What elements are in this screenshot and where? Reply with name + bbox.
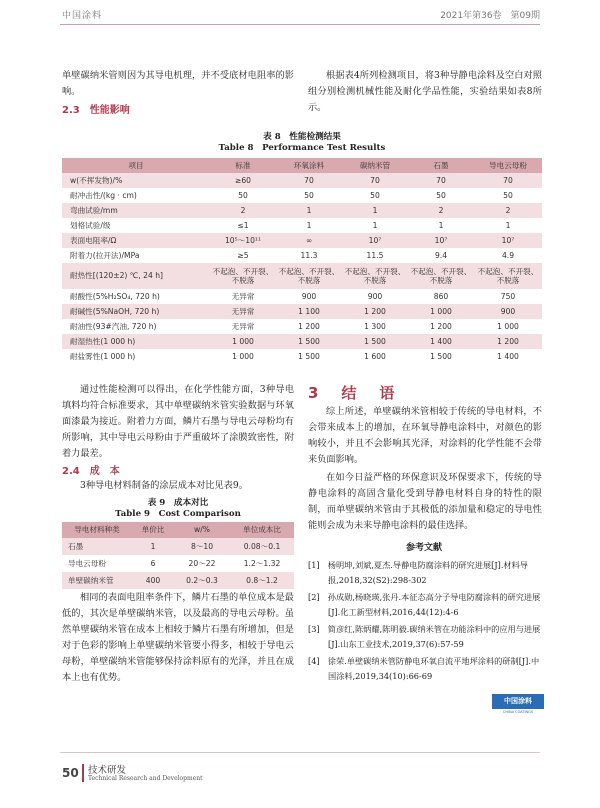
cost-intro-paragraph: 3种导电材料制备的涂层成本对比见表9。 bbox=[80, 480, 248, 491]
table-cell: 1 500 bbox=[276, 349, 342, 364]
table-cell: 10⁷ bbox=[474, 233, 542, 248]
table9-caption-en: Table 9 Cost Comparison bbox=[115, 509, 241, 519]
table-cell: 750 bbox=[474, 289, 542, 304]
table-cell: 1 000 bbox=[474, 319, 542, 334]
table-cell: 划格试验/级 bbox=[62, 218, 210, 233]
table-cell: ≥60 bbox=[210, 173, 276, 188]
table-cell: 1 400 bbox=[408, 334, 474, 349]
table-cell: 50 bbox=[276, 188, 342, 203]
reference-item: [4] 徐荣.单壁碳纳米管防静电环氧自流平地坪涂料的研制[J].中国涂料,2019,34(10):66-69 bbox=[308, 656, 540, 681]
table8-caption-en: Table 8 Performance Test Results bbox=[218, 143, 386, 153]
table-cell: 2 bbox=[408, 203, 474, 218]
table-cell: 50 bbox=[408, 188, 474, 203]
cost-table bbox=[62, 522, 294, 589]
table-cell: ≤1 bbox=[210, 218, 276, 233]
table-header: w/% bbox=[174, 522, 230, 538]
table-cell: 不起泡、不开裂、不脱落 bbox=[342, 263, 408, 289]
table-cell: 11.3 bbox=[276, 248, 342, 263]
table-row bbox=[62, 334, 542, 349]
table-cell: 不起泡、不开裂、不脱落 bbox=[408, 263, 474, 289]
table-cell: 70 bbox=[408, 173, 474, 188]
table-cell: 50 bbox=[474, 188, 542, 203]
table-cell: w(不挥发物)/% bbox=[62, 173, 210, 188]
table-row bbox=[62, 349, 542, 364]
table-cell: 4.9 bbox=[474, 248, 542, 263]
reference-item: [2] 孙成勋,杨晓瑛,张丹.本征态高分子导电防腐涂料的研究进展[J].化工新型材料,2016,44(12):4-6 bbox=[308, 592, 541, 617]
table-cell: 表面电阻率/Ω bbox=[62, 233, 210, 248]
table-header: 单位成本比 bbox=[230, 522, 294, 538]
header-divider bbox=[60, 24, 540, 25]
table-cell: 耐冲击性/(kg · cm) bbox=[62, 188, 210, 203]
table-row bbox=[62, 289, 542, 304]
conclusion-paragraph-1: 综上所述，单壁碳纳米管相较于传统的导电材料，不会带来成本上的增加，在环氧导静电涂料中，对颜色的影响较小，并且不会影响其光泽，对涂料的化学性能不会带来负面影响。 bbox=[308, 406, 542, 465]
table-cell: 1 000 bbox=[210, 349, 276, 364]
table-cell: 10⁷ bbox=[408, 233, 474, 248]
table-cell: 11.5 bbox=[342, 248, 408, 263]
table9-caption-cn: 表 9 成本对比 bbox=[147, 498, 209, 508]
table-cell: 10⁷ bbox=[342, 233, 408, 248]
table-cell: 900 bbox=[276, 289, 342, 304]
table-cell: 耐碱性(5%NaOH, 720 h) bbox=[62, 304, 210, 319]
table-cell: 附着力(拉开法)/MPa bbox=[62, 248, 210, 263]
table-cell: 1 200 bbox=[342, 304, 408, 319]
table-cell: 1 300 bbox=[342, 319, 408, 334]
table-row bbox=[62, 203, 542, 218]
table-header: 单价比 bbox=[132, 522, 174, 538]
table-row bbox=[62, 248, 542, 263]
table-cell: 耐油性(93#汽油, 720 h) bbox=[62, 319, 210, 334]
logo-main-text: 中国涂料 bbox=[492, 694, 544, 709]
table-cell: 1 500 bbox=[408, 349, 474, 364]
table-cell: 1 bbox=[276, 203, 342, 218]
journal-name: 中国涂料 bbox=[62, 11, 103, 21]
conclusion-paragraph-2: 在如今日益严格的环保意识及环保要求下，传统的导静电涂料的高固含量化受到导静电材料自身的特性的限制，而单壁碳纳米管由于其极低的添加量和稳定的导电性能则会成为未来导静电涂料的最佳选择。 bbox=[308, 472, 542, 531]
table-cell: 无异常 bbox=[210, 319, 276, 334]
table-row bbox=[62, 304, 542, 319]
table-row bbox=[62, 538, 294, 555]
table9-caption bbox=[62, 498, 294, 520]
table-cell: 0.8～1.2 bbox=[230, 572, 294, 589]
table-header: 石墨 bbox=[408, 158, 474, 173]
table-cell: 860 bbox=[408, 289, 474, 304]
section-3-heading: 3 结 语 bbox=[308, 384, 399, 402]
table-cell: 耐酸性(5%H₂SO₄, 720 h) bbox=[62, 289, 210, 304]
table-row bbox=[62, 263, 542, 289]
table-row bbox=[62, 319, 542, 334]
table-header: 标准 bbox=[210, 158, 276, 173]
cost-analysis-paragraph: 相同的表面电阻率条件下，鳞片石墨的单位成本是最低的，其次是单壁碳纳米管，以及最高的导电云母粉。虽然单壁碳纳米管在成本上相较于鳞片石墨有所增加，但是对于色彩的影响上单壁碳纳米管要小得多，相较于导电云母粉，单壁碳纳米管能够保持涂料原有的光泽，并且在成本上也有优势。 bbox=[62, 592, 294, 683]
table-cell: 无异常 bbox=[210, 289, 276, 304]
table-cell: 1 200 bbox=[408, 319, 474, 334]
table-row bbox=[62, 555, 294, 572]
table-cell: 1 600 bbox=[342, 349, 408, 364]
table-cell: 1 bbox=[132, 538, 174, 555]
logo-sub-text: CHINA COATINGS bbox=[502, 710, 534, 714]
table-cell: 耐盐雾性(1 000 h) bbox=[62, 349, 210, 364]
intro-left-paragraph: 单壁碳纳米管则因为其导电机理，并不受底材电阻率的影响。 bbox=[62, 70, 294, 97]
table-header: 碳纳米管 bbox=[342, 158, 408, 173]
table-cell: ≥5 bbox=[210, 248, 276, 263]
table-cell: 50 bbox=[342, 188, 408, 203]
table-cell: 900 bbox=[474, 304, 542, 319]
table-cell: 不起泡、不开裂、不脱落 bbox=[276, 263, 342, 289]
footer-accent-bar bbox=[82, 764, 84, 782]
table-cell: 1 500 bbox=[276, 334, 342, 349]
table-cell: 1 500 bbox=[342, 334, 408, 349]
table-cell: 70 bbox=[474, 173, 542, 188]
table-cell: 1 200 bbox=[474, 334, 542, 349]
table-cell: 不起泡、不开裂、不脱落 bbox=[210, 263, 276, 289]
table-cell: 400 bbox=[132, 572, 174, 589]
table-cell: 无异常 bbox=[210, 304, 276, 319]
table-cell: 1.2～1.32 bbox=[230, 555, 294, 572]
table-header: 环氧涂料 bbox=[276, 158, 342, 173]
footer-section-cn: 技术研发 bbox=[88, 765, 127, 776]
table-cell: 耐湿热性(1 000 h) bbox=[62, 334, 210, 349]
table-cell: 1 400 bbox=[474, 349, 542, 364]
table-cell: 不起泡、不开裂、不脱落 bbox=[474, 263, 542, 289]
table-cell: 弯曲试验/mm bbox=[62, 203, 210, 218]
table-header: 项目 bbox=[62, 158, 210, 173]
table-cell: 1 bbox=[342, 203, 408, 218]
table-row bbox=[62, 188, 542, 203]
intro-right-paragraph: 根据表4所列检测项目，将3种导静电涂料及空白对照组分别检测机械性能及耐化学品性能，实验结果如表8所示。 bbox=[308, 70, 542, 113]
table-cell: 1 bbox=[474, 218, 542, 233]
table-cell: 70 bbox=[276, 173, 342, 188]
table-cell: 石墨 bbox=[62, 538, 132, 555]
section-2-3-heading: 2.3 性能影响 bbox=[62, 105, 130, 116]
table-row bbox=[62, 572, 294, 589]
footer-section-en: Technical Research and Development bbox=[88, 775, 203, 782]
table-header: 导电云母粉 bbox=[474, 158, 542, 173]
table-cell: 10⁵～10¹¹ bbox=[210, 233, 276, 248]
table8-caption bbox=[62, 132, 542, 154]
table-cell: 1 200 bbox=[276, 319, 342, 334]
table8-caption-cn: 表 8 性能检测结果 bbox=[263, 132, 341, 142]
table-cell: 1 000 bbox=[408, 304, 474, 319]
table-header: 导电材料种类 bbox=[62, 522, 132, 538]
table-cell: 1 000 bbox=[210, 334, 276, 349]
table-row bbox=[62, 173, 542, 188]
performance-summary-paragraph: 通过性能检测可以得出，在化学性能方面，3种导电填料均符合标准要求，其中单壁碳纳米管实验数据与环氧面漆最为接近。附着力方面，鳞片石墨与导电云母粉均有所影响，其中导电云母粉由于严重破坏了涂膜致密性，附着力最差。 bbox=[62, 384, 294, 459]
page-number: 50 bbox=[62, 766, 79, 780]
table-cell: ∞ bbox=[276, 233, 342, 248]
table-cell: 耐热性[(120±2) ℃, 24 h] bbox=[62, 263, 210, 289]
performance-table bbox=[62, 158, 542, 364]
reference-item: [1] 杨明坤,刘斌,夏杰.导静电防腐涂料的研究进展[J].材料导报,2018,32(S2):298-302 bbox=[308, 560, 528, 585]
references-title: 参考文献 bbox=[405, 543, 442, 553]
reference-item: [3] 简彦红,陈炳耀,陈明毅.碳纳米管在功能涂料中的应用与进展[J].山东工业技术,2019,37(6):57-59 bbox=[308, 624, 541, 649]
section-2-4-heading: 2.4 成 本 bbox=[62, 466, 120, 477]
table-cell: 50 bbox=[210, 188, 276, 203]
issue-label: 2021年第36卷 第09期 bbox=[440, 11, 540, 21]
table-cell: 1 bbox=[408, 218, 474, 233]
table-header-row bbox=[62, 158, 542, 173]
table-header-row bbox=[62, 522, 294, 538]
table-cell: 2 bbox=[210, 203, 276, 218]
table-cell: 9.4 bbox=[408, 248, 474, 263]
table-row bbox=[62, 218, 542, 233]
table-cell: 单壁碳纳米管 bbox=[62, 572, 132, 589]
table-cell: 6 bbox=[132, 555, 174, 572]
table-cell: 900 bbox=[342, 289, 408, 304]
table-cell: 20～22 bbox=[174, 555, 230, 572]
table-cell: 导电云母粉 bbox=[62, 555, 132, 572]
table-row bbox=[62, 233, 542, 248]
table-cell: 1 bbox=[342, 218, 408, 233]
table-cell: 1 bbox=[276, 218, 342, 233]
china-coatings-logo bbox=[492, 694, 544, 720]
table-cell: 0.2～0.3 bbox=[174, 572, 230, 589]
table-cell: 0.08～0.1 bbox=[230, 538, 294, 555]
table-cell: 8～10 bbox=[174, 538, 230, 555]
footer-divider bbox=[60, 752, 540, 753]
table-cell: 70 bbox=[342, 173, 408, 188]
table-cell: 2 bbox=[474, 203, 542, 218]
table-cell: 1 100 bbox=[276, 304, 342, 319]
